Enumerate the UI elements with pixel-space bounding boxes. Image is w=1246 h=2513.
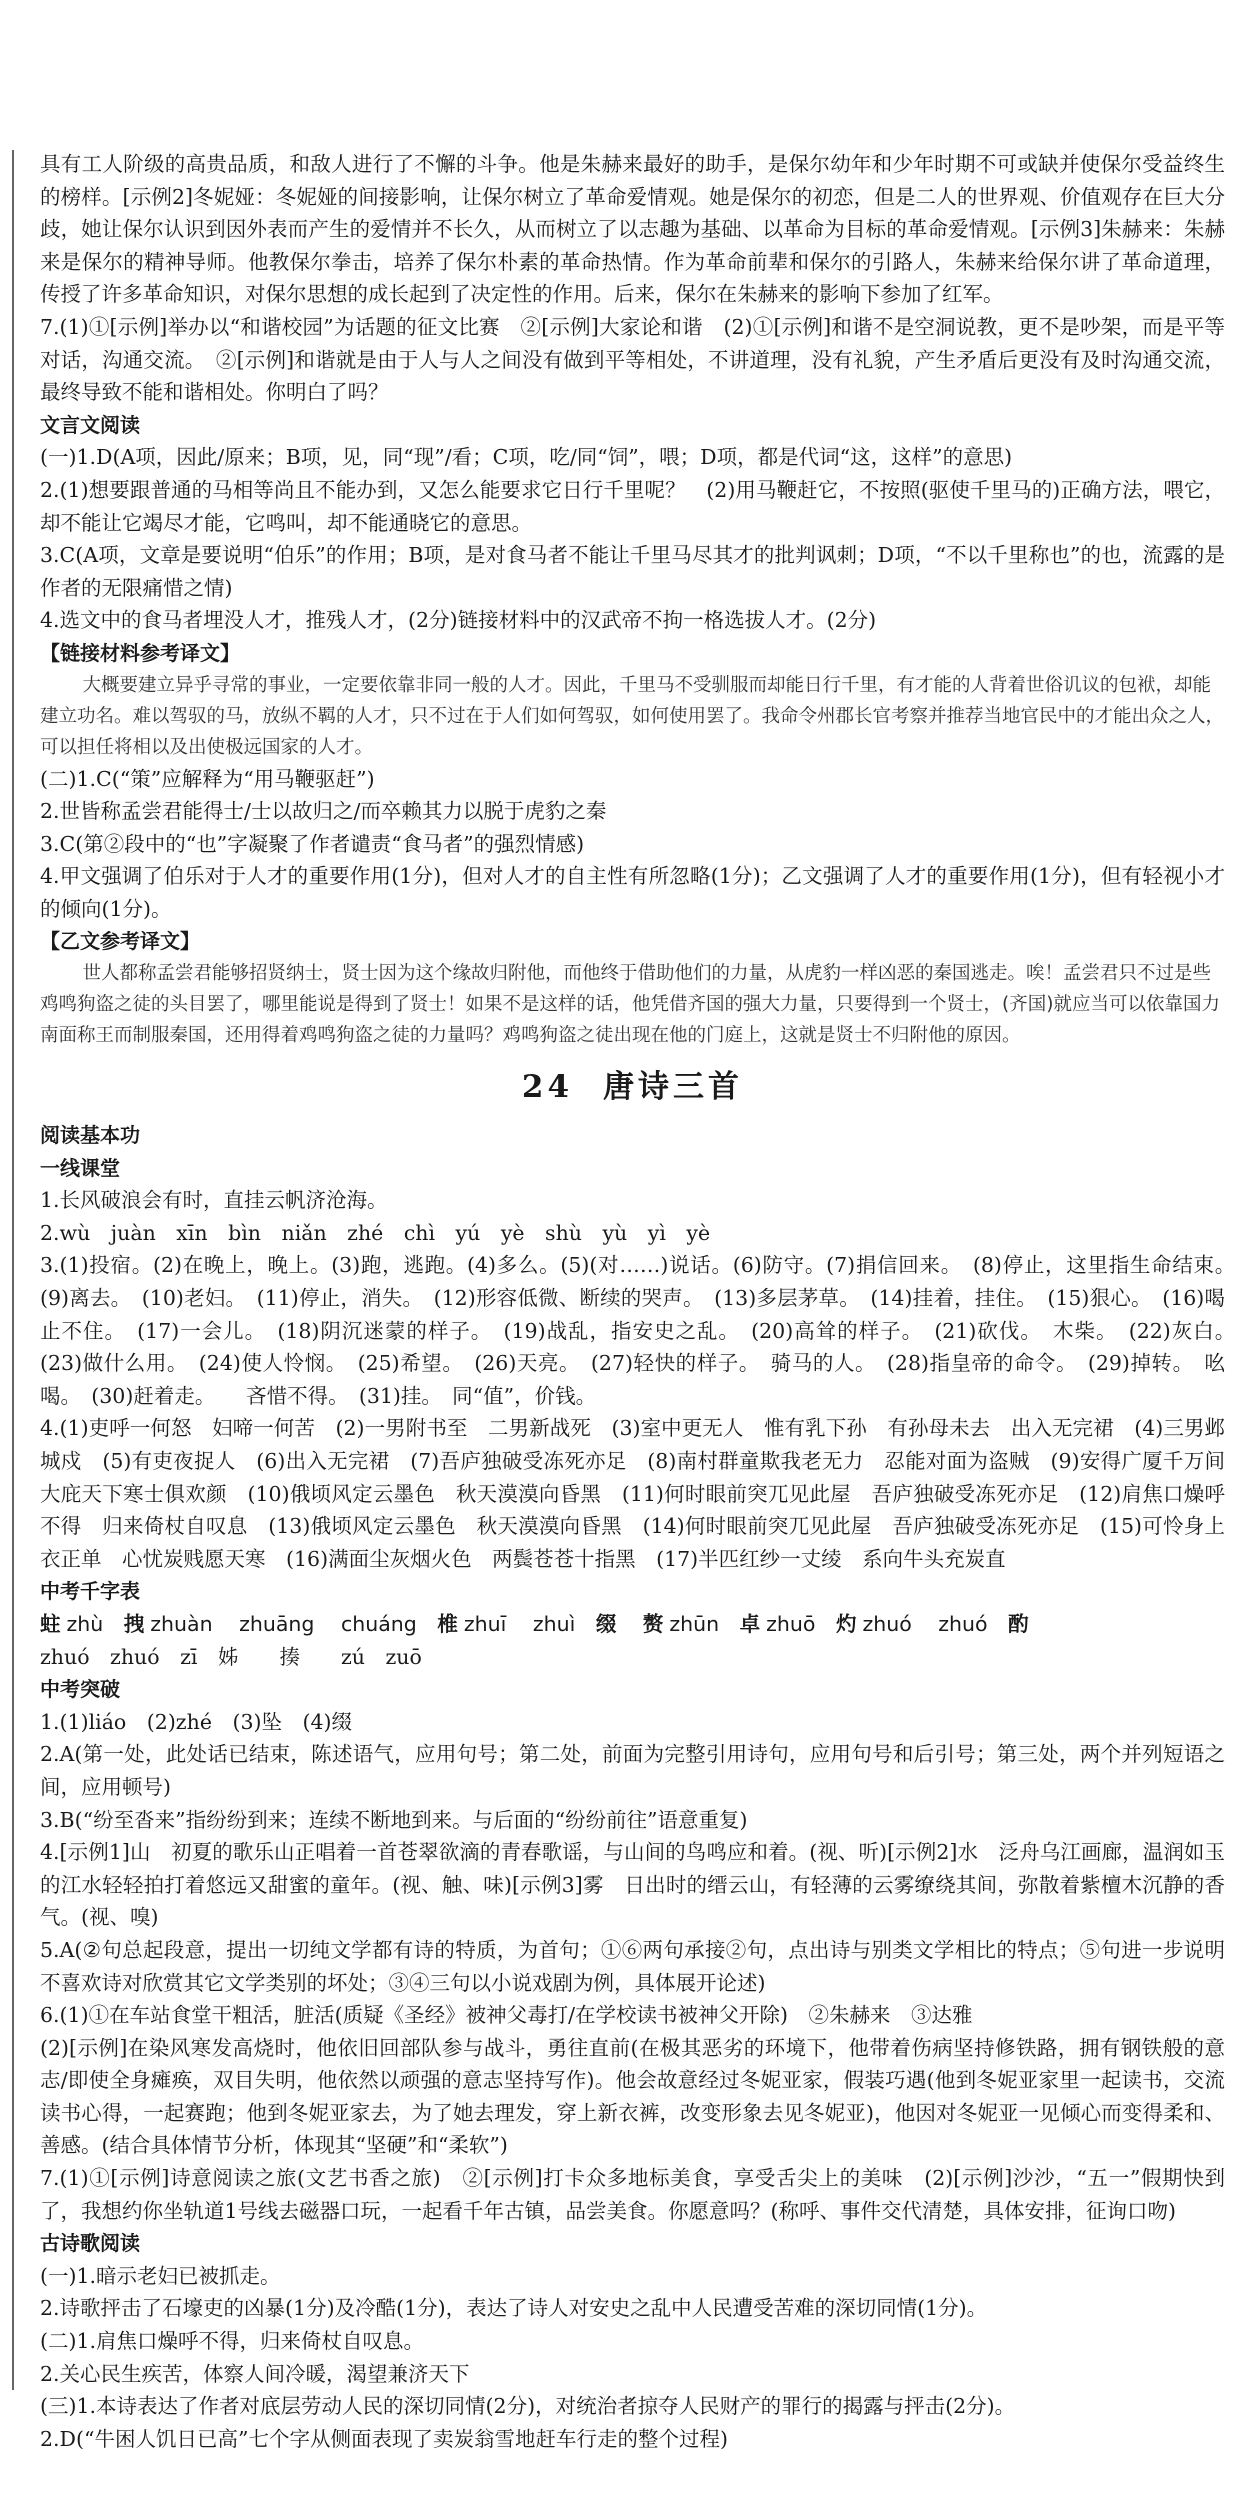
char: 灼 [835,1611,857,1636]
answer-line: 2.wù juàn xīn bìn niǎn zhé chì yú yè shù yù yì yè [40,1220,711,1245]
char: 拽 [123,1611,145,1636]
pinyin: zhuō [766,1611,816,1636]
char: 赘 [642,1611,664,1636]
char-pinyin-list [40,1608,1225,1641]
pinyin: zhuì [532,1611,576,1636]
content-column [40,148,1246,2455]
answer-line: 5.A(②句总起段意，提出一切纯文学都有诗的特质，为首句；①⑥两句承接②句，点出诗与别类文学相比的特点；⑤句进一步说明不喜欢诗对欣赏其它文学类别的坏处；③④三句以小说戏剧为例，具体展开论述) [40,1937,1225,1995]
answer-paragraph: 7.(1)①[示例]举办以“和谐校园”为话题的征文比赛 ②[示例]大家论和谐 (2)①[示例]和谐不是空洞说教，更不是吵架，而是平等对话，沟通交流。 ②[示例]和谐就是由于人与人之间没有做到平等相处，不讲道理，没有礼貌，产生矛盾后更没有及时沟通交流，最终导致不能和谐相处。你明白了吗？ [40,314,1225,405]
char: 椎 [437,1611,458,1636]
answer-line: (二)1.C(“策”应解释为“用马鞭驱赶”) [40,766,375,791]
pinyin: zhūn [669,1611,720,1636]
answer-line: 7.(1)①[示例]诗意阅读之旅(文艺书香之旅) ②[示例]打卡众多地标美食，享受舌尖上的美味 (2)[示例]沙沙，“五一”假期快到了，我想约你坐轨道1号线去磁器口玩，一起看千年古镇，品尝美食。你愿意吗？(称呼、事件交代清楚，具体安排，征询口吻) [40,2166,1225,2223]
answer-line: 3.B(“纷至沓来”指纷纷到来；连续不断地到来。与后面的“纷纷前往”语意重复) [40,1807,748,1832]
answer-line: (一)1.D(A项，因此/原来；B项，见，同“现”/看；C项，吃/同“饲”，喂；D项，都是代词“这，这样”的意思) [40,445,1013,470]
answer-line: 2.诗歌抨击了石壕吏的凶暴(1分)及冷酷(1分)，表达了诗人对安史之乱中人民遭受苦难的深切同情(1分)。 [40,2296,988,2321]
lesson-title [40,1065,1225,1109]
lesson-name: 唐诗三首 [603,1069,744,1106]
pinyin: zhù [66,1611,104,1636]
section-heading: 古诗歌阅读 [40,2231,140,2256]
answer-line: (三)1.本诗表达了作者对底层劳动人民的深切同情(2分)，对统治者掠夺人民财产的罪行的揭露与抨击(2分)。 [40,2394,1016,2419]
char: 缀 [595,1611,617,1636]
pinyin: zhuàn [150,1611,213,1636]
char: 酌 [1008,1611,1029,1636]
translation-heading: 【链接材料参考译文】 [40,640,240,665]
answer-line: (一)1.暗示老妇已被抓走。 [40,2263,281,2288]
pinyin: zhuāng [239,1611,315,1636]
answer-line: 4.[示例1]山 初夏的歌乐山正唱着一首苍翠欲滴的青春歌谣，与山间的鸟鸣应和着。(视、听)[示例2]水 泛舟乌江画廊，温润如玉的江水轻轻拍打着悠远又甜蜜的童年。(视、触、味)[示例3]雾 日出时的缙云山，有轻薄的云雾缭绕其间，弥散着紫檀木沉静的香气。(视、嗅) [40,1840,1225,1930]
section-heading: 文言文阅读 [40,412,140,437]
answer-line: 2.A(第一处，此处话已结束，陈述语气，应用句号；第二处，前面为完整引用诗句，应用句号和后引号；第三处，两个并列短语之间，应用顿号) [40,1742,1225,1799]
answer-line: 4.(1)吏呼一何怒 妇啼一何苦 (2)一男附书至 二男新战死 (3)室中更无人 惟有乳下孙 有孙母未去 出入无完裙 (4)三男邺城戍 (5)有吏夜捉人 (6)出入无完裙 (7)吾庐独破受冻死亦足 (8)南村群童欺我老无力 忍能对面为盗贼 (9)安得广厦千万间 大庇天下寒士俱欢颜 (10)俄顷风定云墨色 秋天漠漠向昏黑 (11)何时眼前突兀见此屋 吾庐独破受冻死亦足 (12)肩焦口燥呼不得 归来倚杖自叹息 (13)俄顷风定云墨色 秋天漠漠向昏黑 (14)何时眼前突兀见此屋 吾庐独破受冻死亦足 (15)可怜身上衣正单 心忧炭贱愿天寒 (16)满面尘灰烟火色 两鬓苍苍十指黑 (17)半匹红纱一丈绫 系向牛头充炭直 [40,1416,1246,1571]
answer-line: 2.世皆称孟尝君能得士/士以故归之/而卒赖其力以脱于虎豹之秦 [40,799,607,824]
pinyin: zhuó [862,1611,912,1636]
answer-line: 2.D(“牛困人饥日已高”七个字从侧面表现了卖炭翁雪地赶车行走的整个过程) [40,2426,728,2451]
pinyin: zhuī [463,1611,507,1636]
section-heading: 中考突破 [40,1677,120,1702]
answer-line: 1.(1)liáo (2)zhé (3)坠 (4)缀 [40,1709,353,1734]
answer-line: (2)[示例]在染风寒发高烧时，他依旧回部队参与战斗，勇往直前(在极其恶劣的环境下，他带着伤病坚持修铁路，拥有钢铁般的意志/即使全身瘫痪，双目失明，他依然以顽强的意志坚持写作)。他会故意经过冬妮亚家，假装巧遇(他到冬妮亚家里一起读书，交流读书心得，一起赛跑；他到冬妮亚家去，为了她去理发，穿上新衣裤，改变形象去见冬妮亚)，他因对冬妮亚一见倾心而变得柔和、善感。(结合具体情节分析，体现其“坚硬”和“柔软”) [40,2035,1225,2158]
lesson-number: 24 [521,1069,574,1106]
margin-rule [12,150,14,2390]
answer-line: 1.长风破浪会有时，直挂云帆济沧海。 [40,1188,388,1213]
answer-paragraph: 具有工人阶级的高贵品质，和敌人进行了不懈的斗争。他是朱赫来最好的助手，是保尔幼年和少年时期不可或缺并使保尔受益终生的榜样。[示例2]冬妮娅：冬妮娅的间接影响，让保尔树立了革命爱情观。她是保尔的初恋，但是二人的世界观、价值观存在巨大分歧，她让保尔认识到因外表而产生的爱情并不长久，从而树立了以志趣为基础、以革命为目标的革命爱情观。[示例3]朱赫来：朱赫来是保尔的精神导师。他教保尔拳击，培养了保尔朴素的革命热情。作为革命前辈和保尔的引路人，朱赫来给保尔讲了革命道理，传授了许多革命知识，对保尔思想的成长起到了决定性的作用。后来，保尔在朱赫来的影响下参加了红军。 [40,152,1225,307]
answer-line: 3.C(A项，文章是要说明“伯乐”的作用；B项，是对食马者不能让千里马尽其才的批判讽刺；D项，“不以千里称也”的也，流露的是作者的无限痛惜之情) [40,543,1225,600]
subsection-heading: 一线课堂 [40,1155,120,1180]
char: 蛀 [40,1611,61,1636]
answer-line: 3.C(第②段中的“也”字凝聚了作者谴责“食马者”的强烈情感) [40,831,585,856]
pinyin: chuáng [340,1611,417,1636]
translation-text: 世人都称孟尝君能够招贤纳士，贤士因为这个缘故归附他，而他终于借助他们的力量，从虎豹一样凶恶的秦国逃走。唉！孟尝君只不过是些鸡鸣狗盗之徒的头目罢了，哪里能说是得到了贤士！如果不是这样的话，他凭借齐国的强大力量，只要得到一个贤士，(齐国)就应当可以依靠国力南面称王而制服秦国，还用得着鸡鸣狗盗之徒的力量吗？鸡鸣狗盗之徒出现在他的门庭上，这就是贤士不归附他的原因。 [40,963,1220,1047]
answer-line: 4.甲文强调了伯乐对于人才的重要作用(1分)，但对人才的自主性有所忽略(1分)；乙文强调了人才的重要作用(1分)，但有轻视小才的倾向(1分)。 [40,864,1225,921]
section-heading: 中考千字表 [40,1579,140,1604]
section-heading: 阅读基本功 [40,1123,140,1148]
answer-line: (二)1.肩焦口燥呼不得，归来倚杖自叹息。 [40,2329,425,2354]
pinyin: zhuó [938,1611,988,1636]
char-pinyin-list-continued: zhuó zhuó zī 姊 揍 zú zuō [40,1644,422,1669]
char: 卓 [739,1611,761,1636]
translation-text: 大概要建立异乎寻常的事业，一定要依靠非同一般的人才。因此，千里马不受驯服而却能日行千里，有才能的人背着世俗讥议的包袱，却能建立功名。难以驾驭的马，放纵不羁的人才，只不过在于人们如何驾驭，如何使用罢了。我命令州郡长官考察并推荐当地官民中的才能出众之人，可以担任将相以及出使极远国家的人才。 [40,674,1225,758]
translation-heading: 【乙文参考译文】 [40,929,200,954]
answer-line: 3.(1)投宿。(2)在晚上，晚上。(3)跑，逃跑。(4)多么。(5)(对……)说话。(6)防守。(7)捐信回来。 (8)停止，这里指生命结束。 (9)离去。 (10)老妇。 (11)停止，消失。 (12)形容低微、断续的哭声。 (13)多层茅草。 (14)挂着，挂住。 (15)狠心。 (16)喝止不住。 (17)一会儿。 (18)阴沉迷蒙的样子。 (19)战乱，指安史之乱。 (20)高耸的样子。 (21)砍伐。 木柴。 (22)灰白。 (23)做什么用。 (24)使人怜悯。 (25)希望。 (26)天亮。 (27)轻快的样子。 骑马的人。 (28)指皇帝的命令。 (29)掉转。 吆喝。 (30)赶着走。 吝惜不得。 (31)挂。 同“值”，价钱。 [40,1253,1246,1408]
answer-line: 2.关心民生疾苦，体察人间冷暖，渴望兼济天下 [40,2361,470,2386]
answer-line: 4.选文中的食马者埋没人才，推残人才，(2分)链接材料中的汉武帝不拘一格选拔人才。(2分) [40,608,877,633]
answer-line: 2.(1)想要跟普通的马相等尚且不能办到，又怎么能要求它日行千里呢？ (2)用马鞭赶它，不按照(驱使千里马的)正确方法，喂它，却不能让它竭尽才能，它鸣叫，却不能通晓它的意思。 [40,477,1225,535]
answer-line: 6.(1)①在车站食堂干粗活，脏活(质疑《圣经》被神父毒打/在学校读书被神父开除) ②朱赫来 ③达雅 [40,2003,973,2028]
